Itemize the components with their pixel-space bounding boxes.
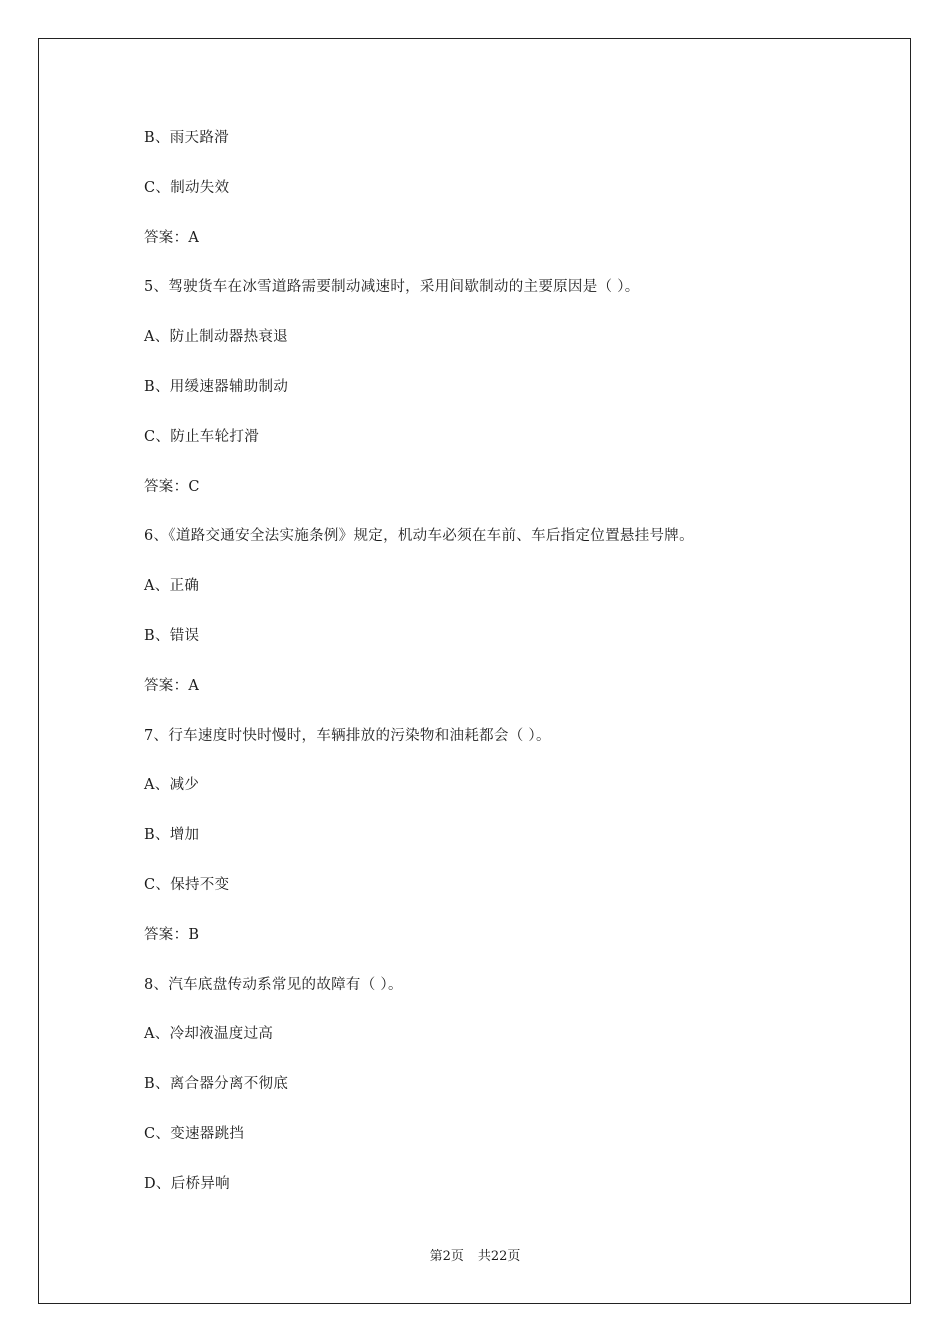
option-b-text: B、雨天路滑	[144, 130, 229, 146]
document-body	[144, 126, 844, 1222]
option-b-text: B、离合器分离不彻底	[144, 1076, 289, 1093]
option-d-text: D、后桥异响	[144, 1175, 230, 1192]
answer-text: 答案：B	[144, 926, 200, 943]
option-a-text: A、防止制动器热衰退	[144, 329, 288, 346]
question-8-text: 8、汽车底盘传动系常见的故障有（ ）。	[144, 976, 403, 993]
question-6-text: 6、《道路交通安全法实施条例》规定，机动车必须在车前、车后指定位置悬挂号牌。	[144, 528, 694, 545]
option-b-text: B、增加	[144, 827, 200, 844]
option-a-text: A、冷却液温度过高	[144, 1026, 274, 1043]
option-b-text: B、错误	[144, 627, 200, 644]
option-c-text: C、制动失效	[144, 179, 230, 196]
option-a-text: A、正确	[144, 578, 200, 595]
option-a-text: A、减少	[144, 777, 200, 794]
answer-text: 答案：C	[144, 478, 200, 495]
page-total: 共22页	[477, 1249, 521, 1264]
answer-text: 答案：A	[144, 229, 200, 246]
page-footer	[0, 1248, 950, 1266]
question-5-text: 5、驾驶货车在冰雪道路需要制动减速时，采用间歇制动的主要原因是（ ）。	[144, 279, 640, 296]
answer-text: 答案：A	[144, 677, 200, 694]
option-c-text: C、防止车轮打滑	[144, 428, 259, 445]
option-b-text: B、用缓速器辅助制动	[144, 378, 289, 395]
option-c-text: C、保持不变	[144, 876, 230, 893]
question-7-text: 7、行车速度时快时慢时，车辆排放的污染物和油耗都会（ ）。	[144, 727, 551, 744]
option-c-text: C、变速器跳挡	[144, 1125, 245, 1142]
page-number: 第2页	[429, 1249, 464, 1264]
